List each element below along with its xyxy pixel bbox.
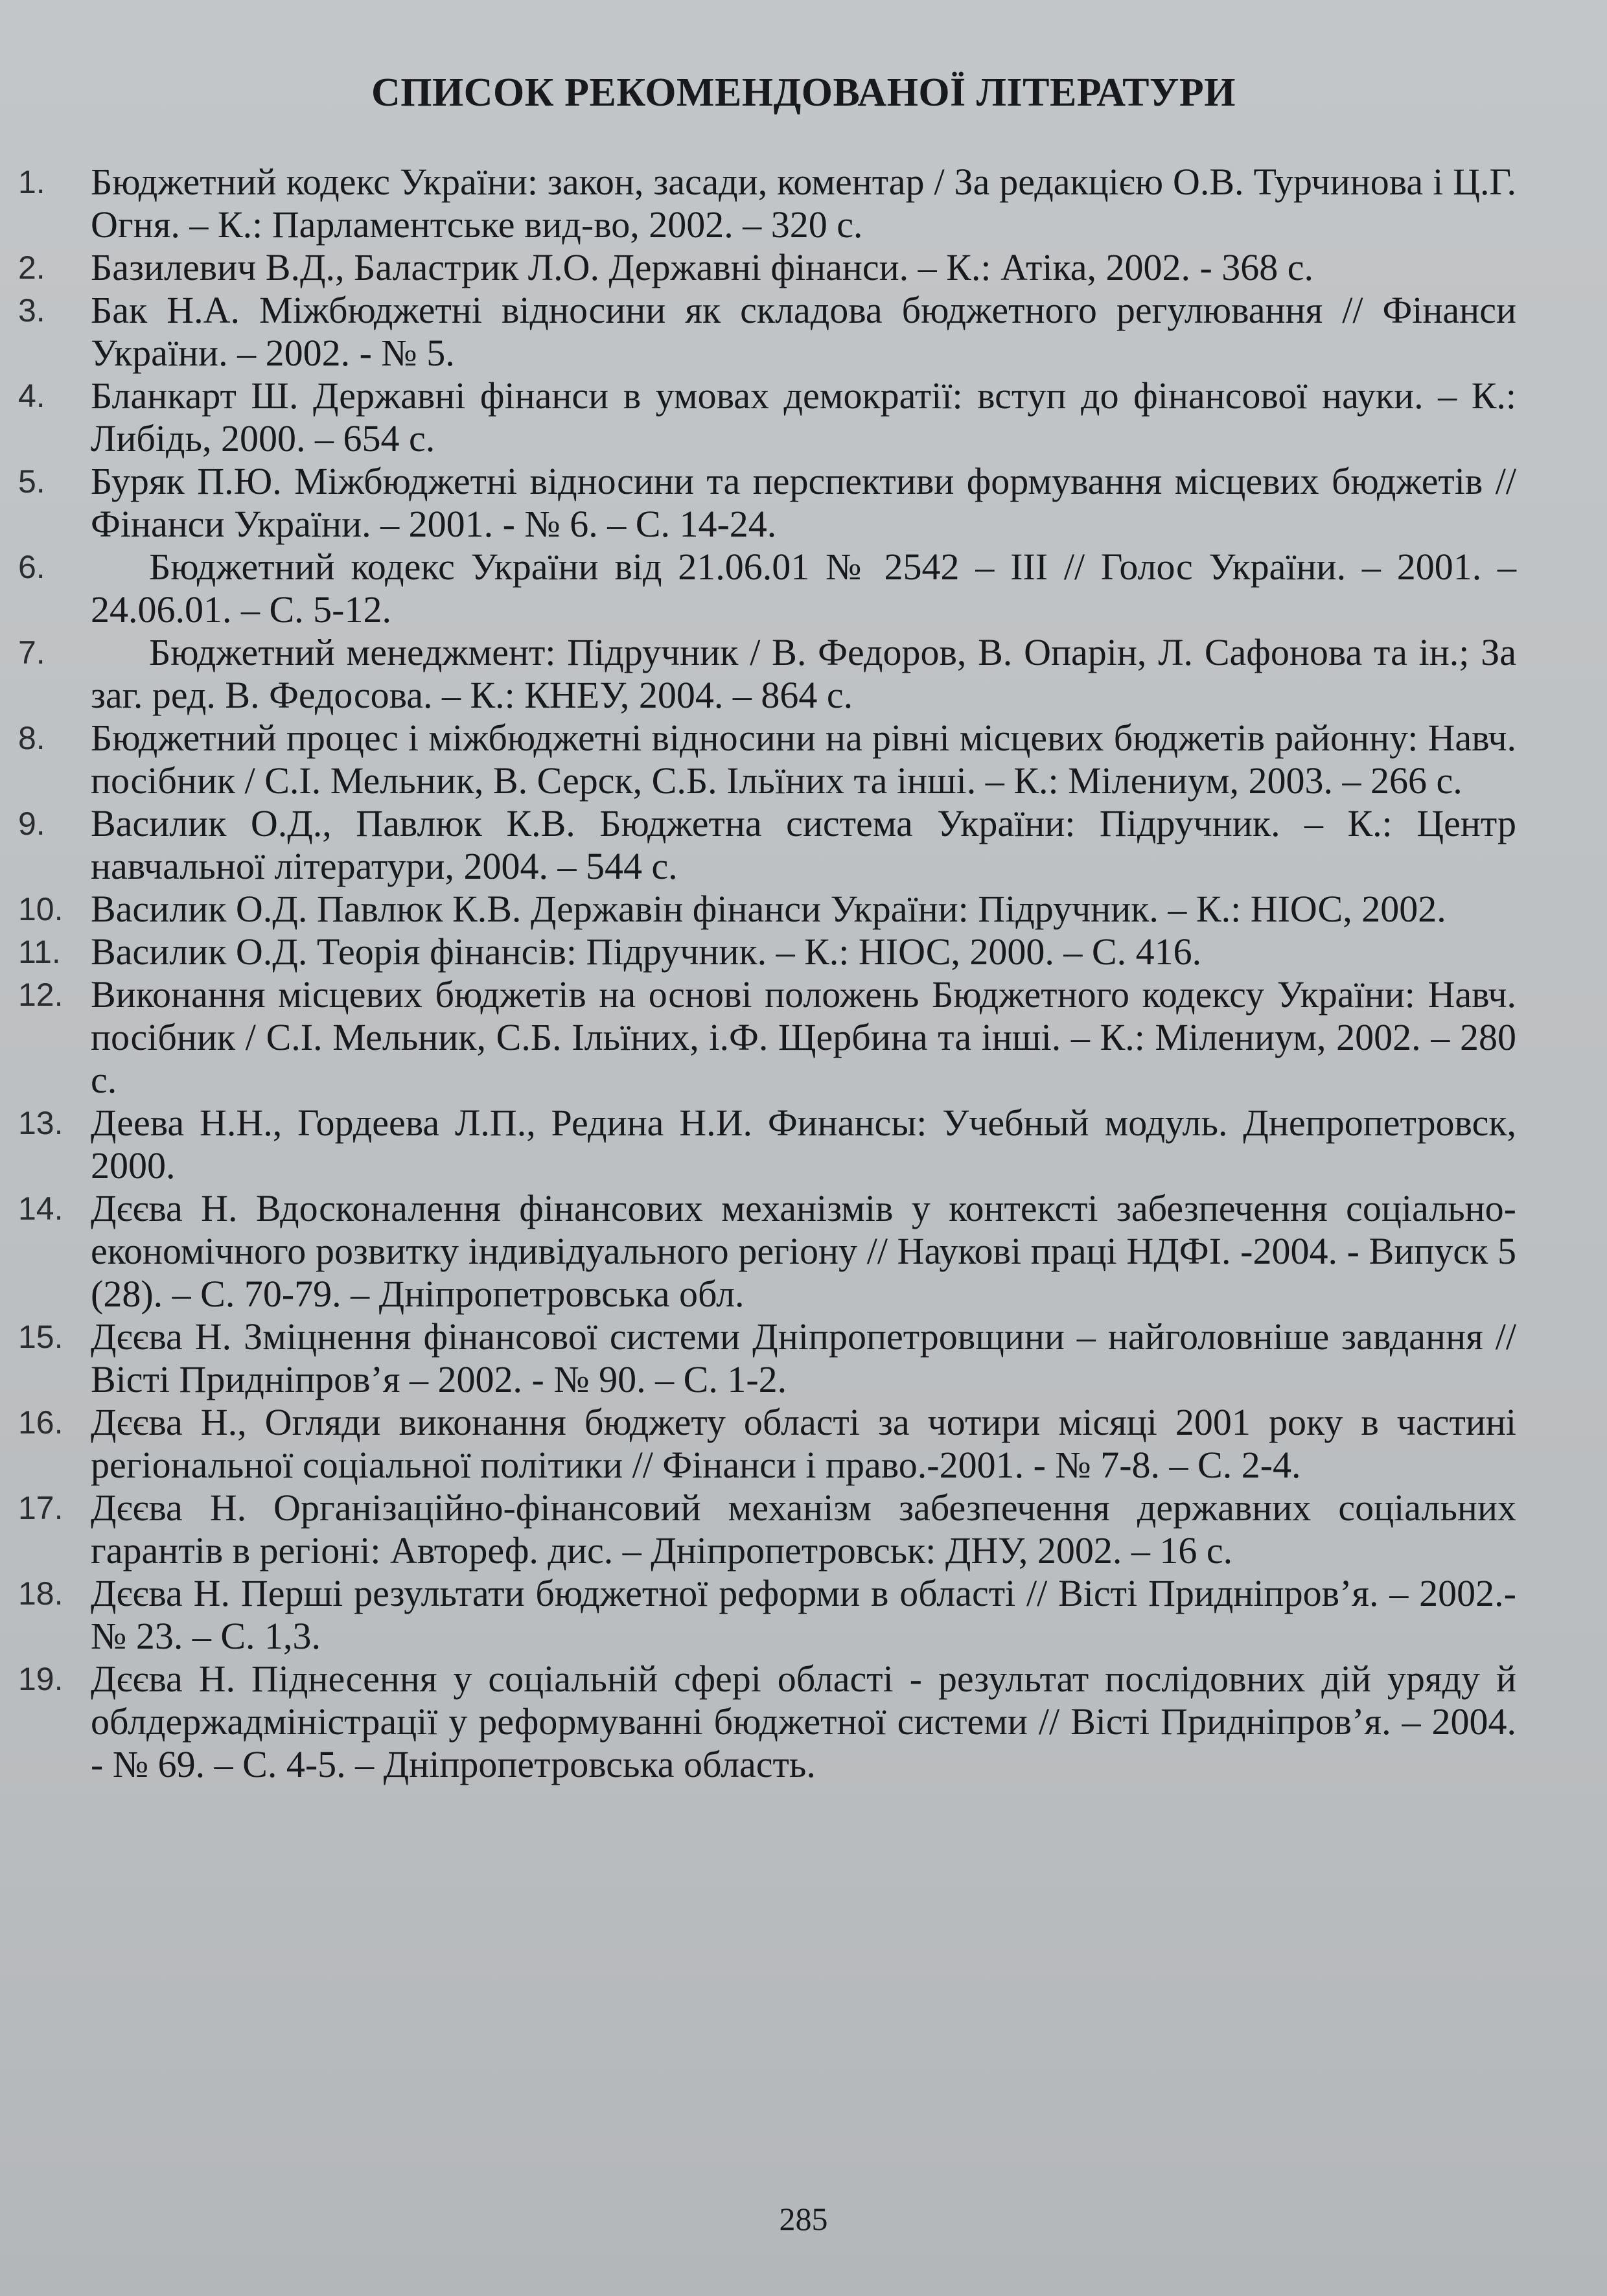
reference-number: 12. xyxy=(18,977,64,1013)
reference-number: 11. xyxy=(18,934,61,970)
reference-item xyxy=(0,973,1516,1102)
reference-text: Дєєва Н. Зміцнення фінансової системи Дніпропетровщини – найголовніше завдання // Вісті Придніпров’я – 2002. - № 90. – С. 1-2. xyxy=(91,1316,1516,1400)
reference-text: Дєєва Н. Піднесення у соціальній сфері області - результат послідовних дій уряду й облдержадміністрації у реформуванні бюджетної системи // Вісті Придніпров’я. – 2004. - № 69. – С. 4-5. – Дніпропетровська область. xyxy=(91,1658,1516,1785)
reference-text: Бюджетний кодекс України: закон, засади, коментар / За редакцією О.В. Турчинова і Ц.Г. Огня. – К.: Парламентське вид-во, 2002. – 320 с. xyxy=(91,161,1516,246)
reference-item xyxy=(0,1316,1516,1401)
reference-number: 10. xyxy=(18,891,64,927)
reference-number: 4. xyxy=(18,378,45,414)
reference-text: Бланкарт Ш. Державні фінанси в умовах демократії: вступ до фінансової науки. – К.: Либідь, 2000. – 654 с. xyxy=(91,375,1516,459)
reference-item xyxy=(0,1401,1516,1487)
reference-number: 17. xyxy=(18,1490,64,1526)
reference-text: Бак Н.А. Міжбюджетні відносини як складова бюджетного регулювання // Фінанси України. – 2002. - № 5. xyxy=(91,289,1516,374)
reference-text: Бюджетний кодекс України від 21.06.01 № 2542 – ІІІ // Голос України. – 2001. – 24.06.01. – С. 5-12. xyxy=(91,546,1516,631)
reference-text: Василик О.Д. Павлюк К.В. Державін фінанси України: Підручник. – К.: НІОС, 2002. xyxy=(91,888,1446,930)
reference-text: Дєєва Н. Вдосконалення фінансових механізмів у контексті забезпечення соціально-економічного розвитку індивідуального регіону // Наукові праці НДФІ. -2004. - Випуск 5 (28). – С. 70-79. – Дніпропетровська обл. xyxy=(91,1187,1516,1315)
reference-number: 18. xyxy=(18,1575,64,1612)
reference-number: 7. xyxy=(18,634,45,671)
reference-item xyxy=(0,931,1516,973)
reference-item xyxy=(0,289,1516,375)
reference-item xyxy=(0,1487,1516,1572)
reference-text: Василик О.Д. Теорія фінансів: Підручник. – К.: НІОС, 2000. – С. 416. xyxy=(91,931,1202,973)
reference-item xyxy=(0,1572,1516,1658)
page-number: 285 xyxy=(779,2201,828,2237)
reference-text: Дєєва Н., Огляди виконання бюджету області за чотири місяці 2001 року в частині регіональної соціальної політики // Фінанси і право.-2001. - № 7-8. – С. 2-4. xyxy=(91,1401,1516,1486)
reference-text: Бюджетний процес і міжбюджетні відносини на рівні місцевих бюджетів районну: Навч. посібник / С.І. Мельник, В. Серск, С.Б. Ільїних та інші. – К.: Мілениум, 2003. – 266 с. xyxy=(91,717,1516,802)
reference-item xyxy=(0,717,1516,802)
reference-text: Василик О.Д., Павлюк К.В. Бюджетна система України: Підручник. – К.: Центр навчальної літератури, 2004. – 544 с. xyxy=(91,802,1516,887)
reference-item xyxy=(0,161,1516,246)
reference-item xyxy=(0,802,1516,888)
reference-item xyxy=(0,888,1516,931)
reference-number: 5. xyxy=(18,463,45,500)
reference-item xyxy=(0,1658,1516,1786)
reference-item xyxy=(0,546,1516,631)
reference-number: 3. xyxy=(18,292,45,329)
reference-item xyxy=(0,1102,1516,1187)
reference-text: Буряк П.Ю. Міжбюджетні відносини та перспективи формування місцевих бюджетів // Фінанси України. – 2001. - № 6. – С. 14-24. xyxy=(91,460,1516,545)
reference-number: 8. xyxy=(18,720,45,756)
reference-item xyxy=(0,1187,1516,1316)
reference-number: 13. xyxy=(18,1105,64,1141)
reference-number: 16. xyxy=(18,1404,64,1441)
reference-item xyxy=(0,375,1516,460)
reference-number: 15. xyxy=(18,1319,64,1355)
reference-item xyxy=(0,246,1516,289)
reference-number: 19. xyxy=(18,1661,64,1697)
reference-item xyxy=(0,460,1516,546)
reference-text: Бюджетний менеджмент: Підручник / В. Федоров, В. Опарін, Л. Сафонова та ін.; За заг. ред. В. Федосова. – К.: КНЕУ, 2004. – 864 с. xyxy=(91,631,1516,716)
reference-number: 9. xyxy=(18,806,45,842)
page-title: СПИСОК РЕКОМЕНДОВАНОЇ ЛІТЕРАТУРИ xyxy=(371,71,1236,115)
reference-number: 1. xyxy=(18,164,45,200)
reference-text: Базилевич В.Д., Баластрик Л.О. Державні фінанси. – К.: Атіка, 2002. - 368 с. xyxy=(91,246,1314,288)
reference-number: 2. xyxy=(18,249,45,286)
reference-list xyxy=(0,161,1607,1786)
reference-number: 14. xyxy=(18,1190,64,1227)
reference-text: Деева Н.Н., Гордеева Л.П., Редина Н.И. Финансы: Учебный модуль. Днепропетровск, 2000. xyxy=(91,1102,1516,1187)
reference-text: Виконання місцевих бюджетів на основі положень Бюджетного кодексу України: Навч. посібник / С.І. Мельник, С.Б. Ільїних, і.Ф. Щербина та інші. – К.: Мілениум, 2002. – 280 с. xyxy=(91,973,1516,1101)
reference-text: Дєєва Н. Перші результати бюджетної реформи в області // Вісті Придніпров’я. – 2002.-№ 23. – С. 1,3. xyxy=(91,1572,1516,1657)
reference-item xyxy=(0,631,1516,717)
reference-number: 6. xyxy=(18,549,45,585)
reference-text: Дєєва Н. Організаційно-фінансовий механізм забезпечення державних соціальних гарантів в регіоні: Автореф. дис. – Дніпропетровськ: ДНУ, 2002. – 16 с. xyxy=(91,1487,1516,1571)
